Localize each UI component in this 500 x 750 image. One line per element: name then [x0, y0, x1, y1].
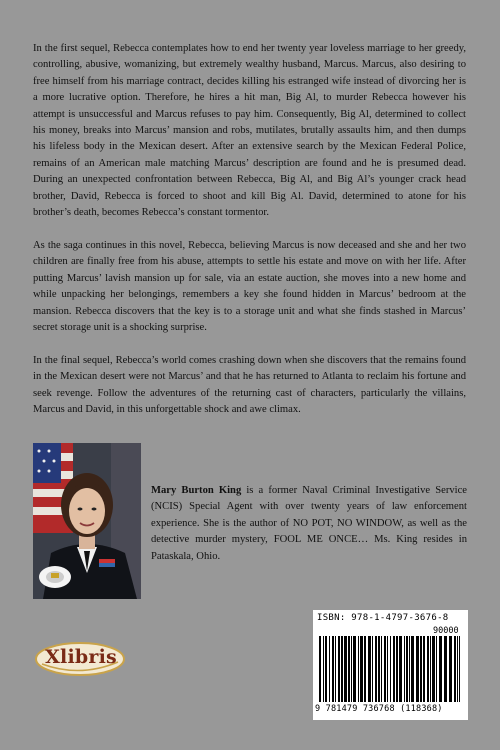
isbn-barcode	[313, 610, 468, 720]
synopsis-paragraph-3: In the final sequel, Rebecca’s world comes crashing down when she discovers that the remains found in the Mexican desert were not Marcus’ and that he has returned to Atlanta to reclaim his fortune and seek revenge. Follow the adventures of the returning cast of characters, particularly the villains, Marcus and David, in this unforgettable shock and awe climax.	[33, 355, 466, 416]
isbn-digits: 9 781479 736768 (118368)	[315, 704, 443, 714]
barcode-bars	[317, 636, 465, 702]
author-bio	[151, 483, 467, 565]
author-photo	[33, 443, 141, 599]
synopsis-paragraph-2: As the saga continues in this novel, Rebecca, believing Marcus is now deceased and she and her two children are finally free from his abuse, attempts to settle his estate and move on with her life. After putting Marcus’ lavish mansion up for sale, via an estate auction, she moves into a new home and while unpacking her belongings, remembers a key she found hidden in Marcus’ bedroom at the mansion. Rebecca discovers that the key is to a storage unit and what she finds stashed in Marcus’ secret storage unit is a shocking surprise.	[33, 240, 466, 334]
author-name: Mary Burton King	[151, 485, 242, 496]
xlibris-logo	[34, 640, 126, 678]
publisher-logo-text: Xlibris	[45, 646, 117, 668]
synopsis-paragraph-1: In the first sequel, Rebecca contemplates how to end her twenty year loveless marriage to her greedy, controlling, abusive, womanizing, but extremely wealthy husband, Marcus. Marcus, also desiring to free himself from his marriage contract, decides killing his estranged wife instead of divorcing her is a more lucrative option. Therefore, he hires a hit man, Big Al, to murder Rebecca however his attempt is unsuccessful and Marcus refuses to pay him. Consequently, Big Al, determined to collect his money, breaks into Marcus’ mansion and robs, mutilates, brutally assaults him, and then dumps his lifeless body in the Mexican desert. After an extensive search by the Mexican Federal Police, remains of an American male matching Marcus’ description are found and he is presumed dead. During an unexpected confrontation between Rebecca, Big Al, and Big Al’s younger crack head brother, David, Rebecca is forced to shoot and kill Big Al. David, determined to atone for his brother’s death, becomes Rebecca’s constant tormentor.	[33, 43, 466, 219]
isbn-label: ISBN: 978-1-4797-3676-8	[317, 613, 449, 623]
price-code: 90000	[433, 626, 459, 636]
author-bio-text: is a former Naval Criminal Investigative Service (NCIS) Special Agent with over twenty years of law enforcement experience. She is the author of NO POT, NO WINDOW, as well as the detective murder mystery, FOOL ME ONCE… Ms. King resides in Pataskala, Ohio.	[151, 485, 467, 562]
